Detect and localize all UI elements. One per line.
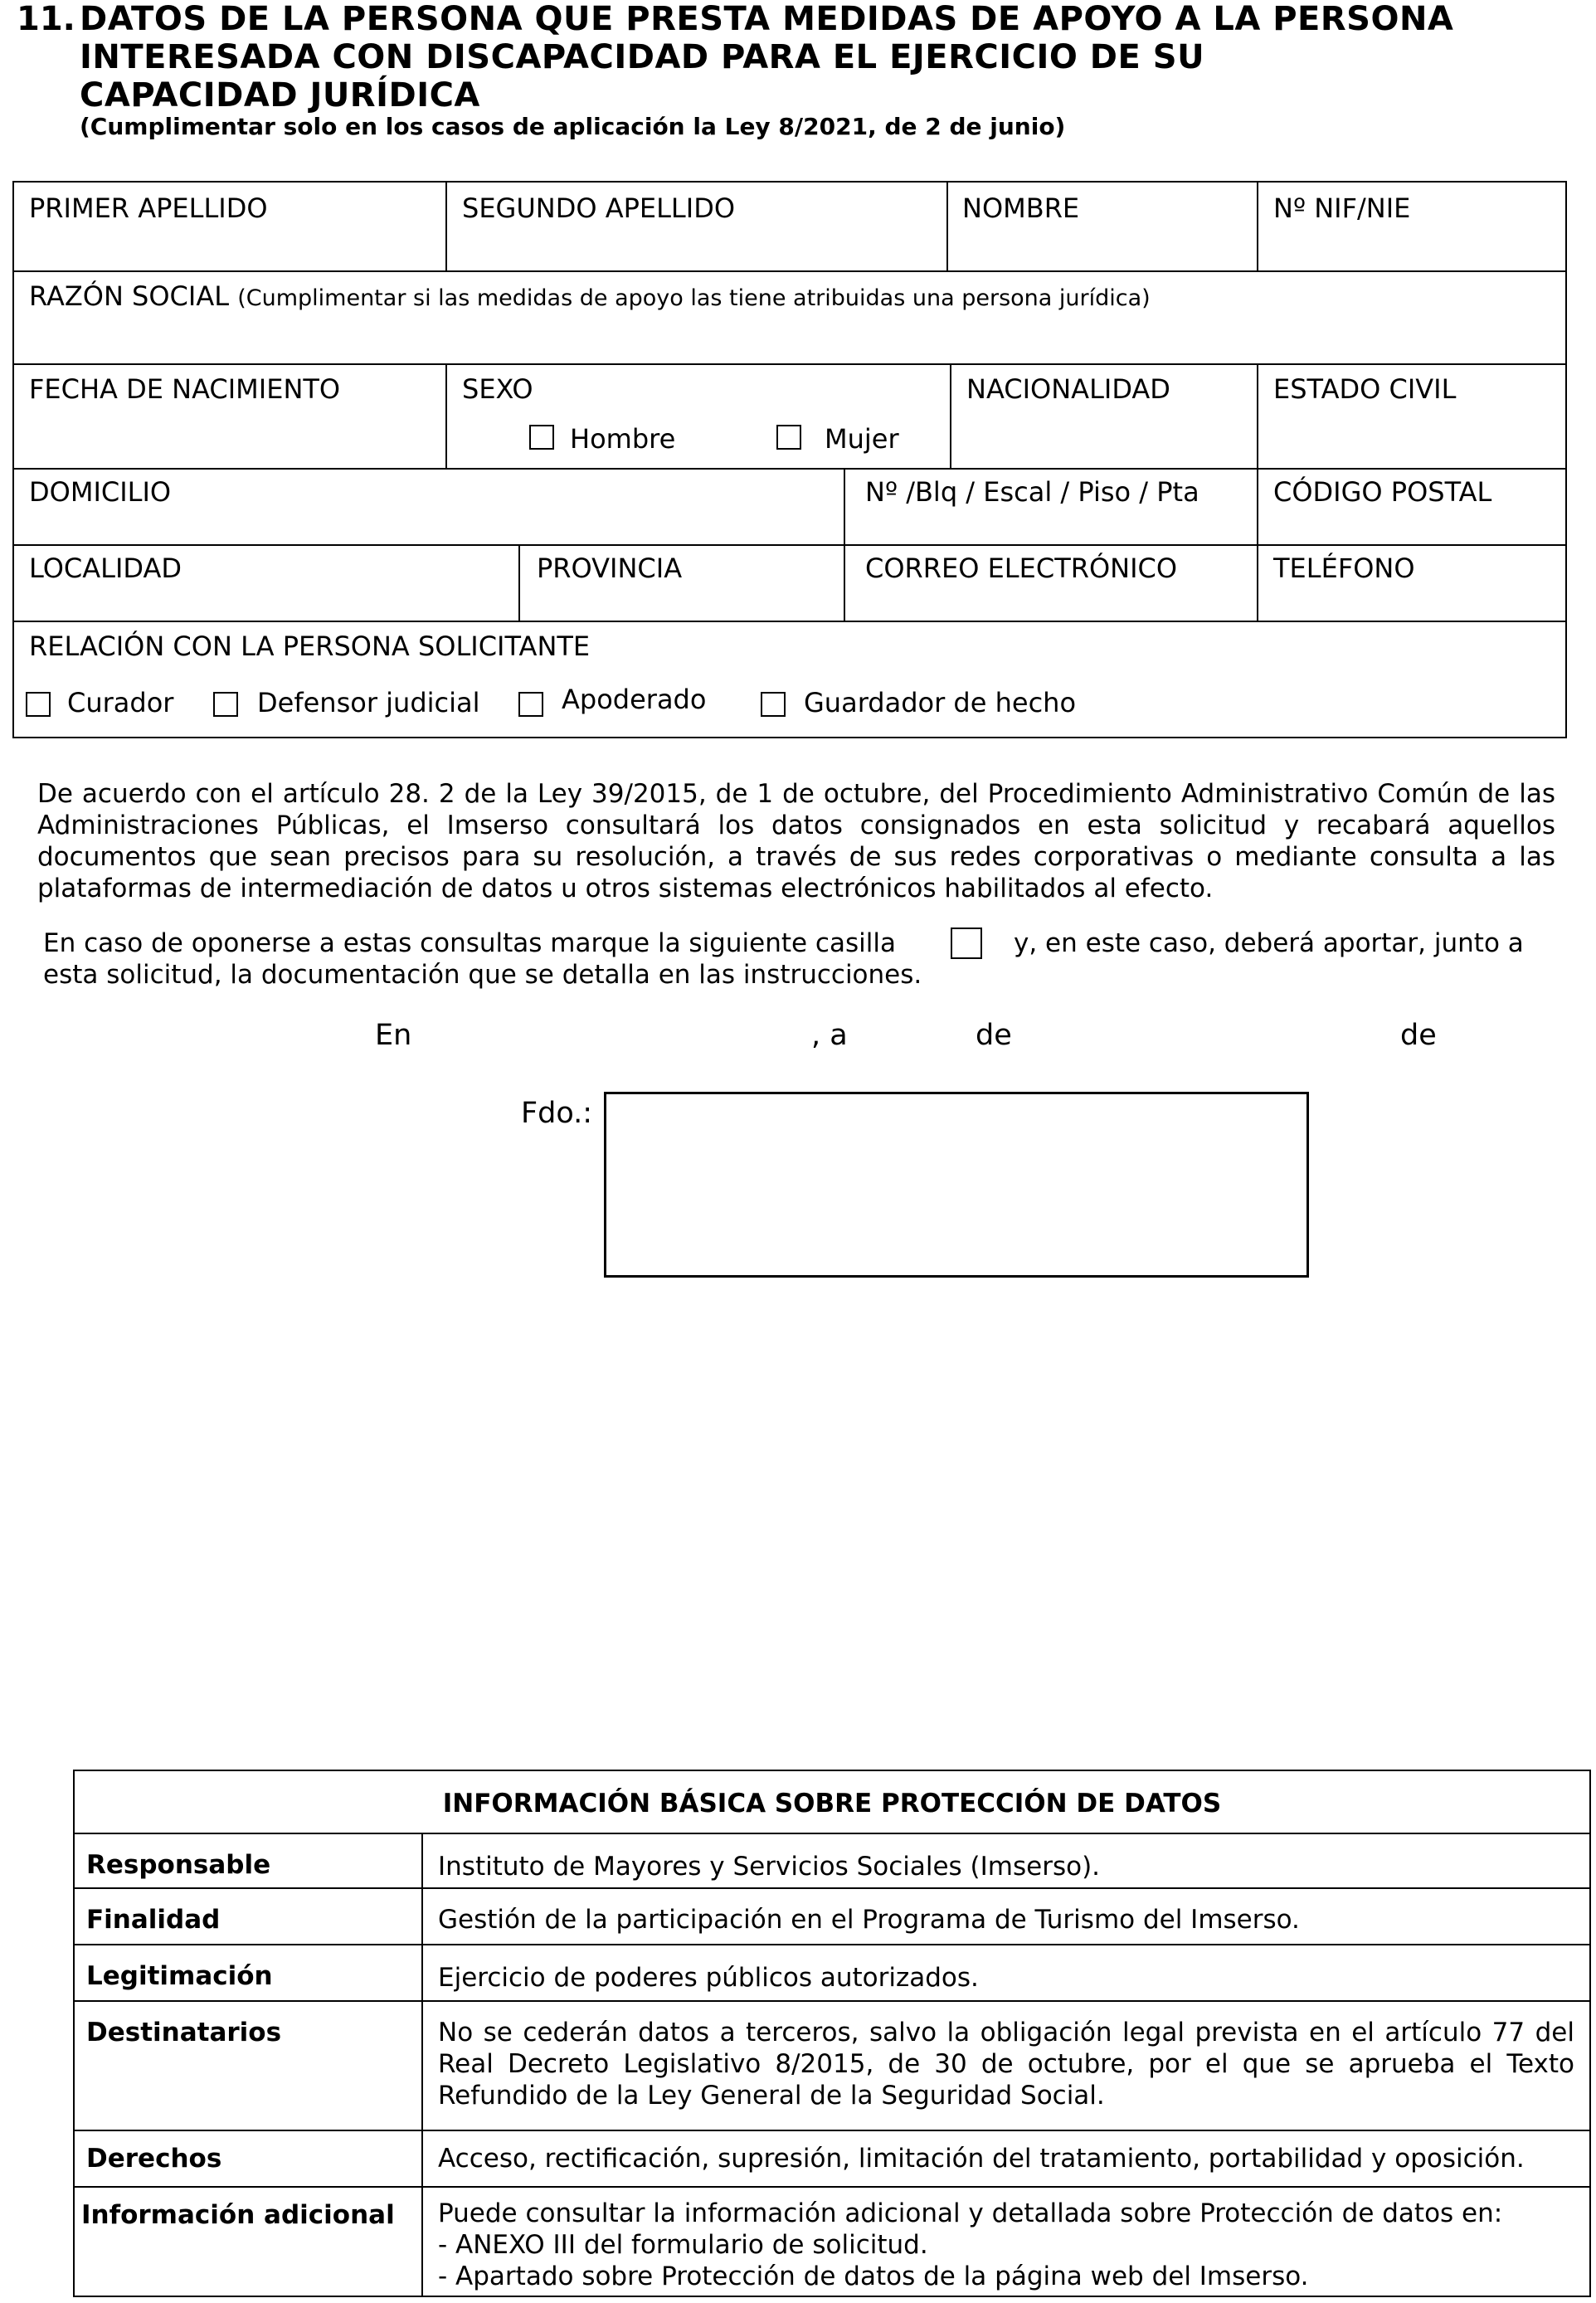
nacionalidad-label: NACIONALIDAD [966, 373, 1170, 405]
col-divider [445, 183, 447, 270]
dp-key-legitimacion: Legitimación [86, 1961, 273, 1991]
defensor-judicial-checkbox[interactable] [213, 692, 238, 717]
row-divider [14, 363, 1565, 365]
domicilio-label: DOMICILIO [29, 476, 172, 508]
mujer-label: Mujer [825, 423, 899, 455]
mujer-checkbox[interactable] [776, 425, 801, 450]
fecha-nacimiento-label: FECHA DE NACIMIENTO [29, 373, 341, 405]
dp-info-line: - ANEXO III del formulario de solicitud. [438, 2230, 928, 2260]
row-divider [75, 1944, 1589, 1945]
section-number: 11. [17, 0, 75, 38]
date-de-label: de [976, 1019, 1012, 1052]
consent-paragraph: De acuerdo con el artículo 28. 2 de la Ley 39/2015, de 1 de octubre, del Procedimiento Administrativo Común de las Administraciones Públicas, el Imserso consultará los datos consignados en esta solicitud y recabará aquellos documentos que sean precisos para su resolución, a través de sus redes corporativas o mediante consulta a las plataformas de intermediación de datos u otros sistemas electrónicos habilitados al efecto. [37, 779, 1555, 903]
razon-social-note: (Cumplimentar si las medidas de apoyo las tiene atribuidas una persona jurídica) [237, 285, 1151, 311]
dp-value-destinatarios: No se cederán datos a terceros, salvo la obligación legal prevista en el artículo 77 del Real Decreto Legislativo 8/2015, de 30 de octubre, por el que se aprueba el Texto Refundido de la Ley General de la Seguridad Social. [438, 2018, 1574, 2111]
dp-key-finalidad: Finalidad [86, 1905, 221, 1935]
telefono-label: TELÉFONO [1273, 553, 1415, 584]
row-divider [75, 2000, 1589, 2002]
guardador-de-hecho-checkbox[interactable] [761, 692, 786, 717]
row-divider [14, 621, 1565, 622]
curador-label: Curador [67, 687, 174, 718]
hombre-label: Hombre [570, 423, 676, 455]
section-title-line: CAPACIDAD JURÍDICA [80, 76, 480, 114]
localidad-label: LOCALIDAD [29, 553, 182, 584]
signature-label: Fdo.: [521, 1097, 593, 1130]
dp-value-finalidad: Gestión de la participación en el Programa de Turismo del Imserso. [438, 1905, 1300, 1935]
defensor-judicial-label: Defensor judicial [257, 687, 480, 718]
dp-key-info-adicional: Información adicional [81, 2200, 395, 2230]
oppose-text-2: y, en este caso, deberá aportar, junto a [1014, 928, 1524, 958]
data-protection-table [73, 1770, 1591, 2297]
dp-key-destinatarios: Destinatarios [86, 2018, 282, 2047]
hombre-checkbox[interactable] [529, 425, 554, 450]
dp-value-derechos: Acceso, rectificación, supresión, limitación del tratamiento, portabilidad y oposición. [438, 2144, 1525, 2174]
codigo-postal-label: CÓDIGO POSTAL [1273, 476, 1492, 508]
place-en-label: En [375, 1019, 412, 1052]
guardador-de-hecho-label: Guardador de hecho [804, 687, 1077, 718]
curador-checkbox[interactable] [26, 692, 51, 717]
row-divider [14, 468, 1565, 470]
oppose-text-1: En caso de oponerse a estas consultas marque la siguiente casilla [43, 928, 896, 958]
col-divider [421, 1833, 423, 2296]
razon-social-text: RAZÓN SOCIAL [29, 280, 230, 312]
row-divider [14, 270, 1565, 272]
col-divider [844, 468, 845, 544]
col-divider [1257, 363, 1258, 468]
col-divider [946, 183, 948, 270]
segundo-apellido-label: SEGUNDO APELLIDO [462, 192, 736, 224]
section-subtitle: (Cumplimentar solo en los casos de aplicación la Ley 8/2021, de 2 de junio) [80, 113, 1066, 140]
dp-value-responsable: Instituto de Mayores y Servicios Sociales (Imserso). [438, 1852, 1101, 1882]
col-divider [1257, 544, 1258, 621]
signature-box[interactable] [604, 1092, 1309, 1278]
oppose-checkbox[interactable] [951, 928, 982, 959]
estado-civil-label: ESTADO CIVIL [1273, 373, 1457, 405]
row-divider [75, 1833, 1589, 1834]
oppose-text-3: esta solicitud, la documentación que se detalla en las instrucciones. [43, 960, 922, 990]
row-divider [75, 2130, 1589, 2131]
dp-value-legitimacion: Ejercicio de poderes públicos autorizados. [438, 1963, 979, 1993]
dp-info-line: - Apartado sobre Protección de datos de la página web del Imserso. [438, 2262, 1309, 2291]
razon-social-label [29, 280, 1151, 314]
section-title-line: INTERESADA CON DISCAPACIDAD PARA EL EJERCICIO DE SU [80, 38, 1205, 76]
apoderado-checkbox[interactable] [518, 692, 543, 717]
dp-key-derechos: Derechos [86, 2144, 222, 2174]
sexo-label: SEXO [462, 373, 533, 405]
row-divider [75, 1887, 1589, 1889]
data-protection-title: INFORMACIÓN BÁSICA SOBRE PROTECCIÓN DE DATOS [442, 1789, 1222, 1819]
section-title-line: DATOS DE LA PERSONA QUE PRESTA MEDIDAS DE APOYO A LA PERSONA [80, 0, 1454, 38]
nif-nie-label: Nº NIF/NIE [1273, 192, 1411, 224]
col-divider [518, 544, 520, 621]
row-divider [14, 544, 1565, 546]
support-person-form [12, 181, 1567, 738]
dp-key-responsable: Responsable [86, 1850, 271, 1880]
date-de-year-label: de [1400, 1019, 1437, 1052]
dp-info-line: Puede consultar la información adicional y detallada sobre Protección de datos en: [438, 2198, 1503, 2228]
col-divider [844, 544, 845, 621]
section-title [80, 0, 1573, 114]
col-divider [1257, 183, 1258, 270]
row-divider [75, 2186, 1589, 2188]
date-a-label: , a [811, 1019, 848, 1052]
col-divider [1257, 468, 1258, 544]
nombre-label: NOMBRE [962, 192, 1080, 224]
primer-apellido-label: PRIMER APELLIDO [29, 192, 268, 224]
dp-value-info-adicional [438, 2198, 1574, 2292]
num-blq-label: Nº /Blq / Escal / Piso / Pta [865, 476, 1199, 508]
relacion-label: RELACIÓN CON LA PERSONA SOLICITANTE [29, 631, 591, 662]
correo-label: CORREO ELECTRÓNICO [865, 553, 1178, 584]
apoderado-label: Apoderado [562, 684, 707, 715]
col-divider [445, 363, 447, 468]
provincia-label: PROVINCIA [537, 553, 683, 584]
col-divider [950, 363, 951, 468]
